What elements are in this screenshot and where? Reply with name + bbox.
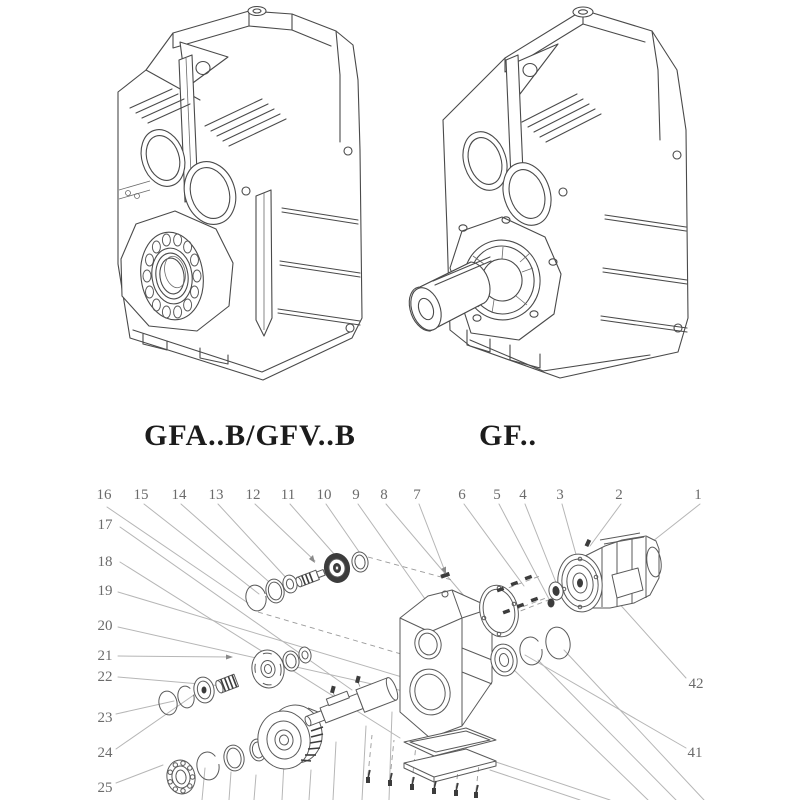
base-plate <box>404 749 496 782</box>
callout-2: 2 <box>615 487 623 503</box>
ball-bearing <box>488 642 519 678</box>
callout-10: 10 <box>316 487 332 503</box>
callout-3: 3 <box>556 487 564 503</box>
callout-18: 18 <box>97 554 113 570</box>
second-stage-gear <box>249 648 287 691</box>
input-gear <box>322 551 353 585</box>
callout-23: 23 <box>97 710 113 726</box>
gearbox-left-drawing <box>118 7 362 381</box>
splined-coupling <box>214 674 238 694</box>
caption-right: GF.. <box>479 419 537 452</box>
output-gear <box>253 701 326 773</box>
callout-4: 4 <box>519 487 527 503</box>
oil-plug <box>573 7 593 17</box>
bearing <box>192 675 217 705</box>
washer <box>298 646 313 664</box>
bolt <box>330 686 336 694</box>
callout-21: 21 <box>97 648 113 664</box>
exploded-view <box>97 487 705 800</box>
base-gasket <box>404 728 496 756</box>
input-shaft-parts <box>244 551 370 613</box>
callout-13: 13 <box>208 487 224 503</box>
bolt <box>355 676 361 684</box>
small-washer <box>548 599 555 608</box>
oil-seal <box>222 743 246 772</box>
callout-41: 41 <box>687 745 703 761</box>
housing <box>400 590 492 738</box>
snap-ring <box>195 750 222 781</box>
circlip <box>244 583 269 613</box>
oil-plug <box>248 7 266 16</box>
callout-14: 14 <box>171 487 187 503</box>
callout-12: 12 <box>245 487 261 503</box>
callout-24: 24 <box>97 745 113 761</box>
callout-15: 15 <box>133 487 149 503</box>
callout-16: 16 <box>96 487 112 503</box>
ball-bearing-small <box>350 551 369 573</box>
callout-17: 17 <box>97 517 113 533</box>
caption-left: GFA..B/GFV..B <box>144 419 356 452</box>
gearbox-right-drawing <box>405 7 688 378</box>
callout-9: 9 <box>352 487 360 503</box>
motor <box>548 533 664 615</box>
callout-6: 6 <box>458 487 466 503</box>
callout-8: 8 <box>380 487 388 503</box>
callout-25: 25 <box>97 780 113 796</box>
callout-1: 1 <box>694 487 702 503</box>
callout-5: 5 <box>493 487 501 503</box>
callout-22: 22 <box>97 669 113 685</box>
callout-11: 11 <box>280 487 296 503</box>
ball-bearing-large <box>164 758 197 796</box>
pinion-shaft <box>295 568 326 588</box>
base-bolts <box>366 770 478 798</box>
callout-42: 42 <box>688 676 704 692</box>
callout-19: 19 <box>97 583 113 599</box>
callout-7: 7 <box>413 487 421 503</box>
shim-ring <box>543 625 572 661</box>
callout-20: 20 <box>97 618 113 634</box>
